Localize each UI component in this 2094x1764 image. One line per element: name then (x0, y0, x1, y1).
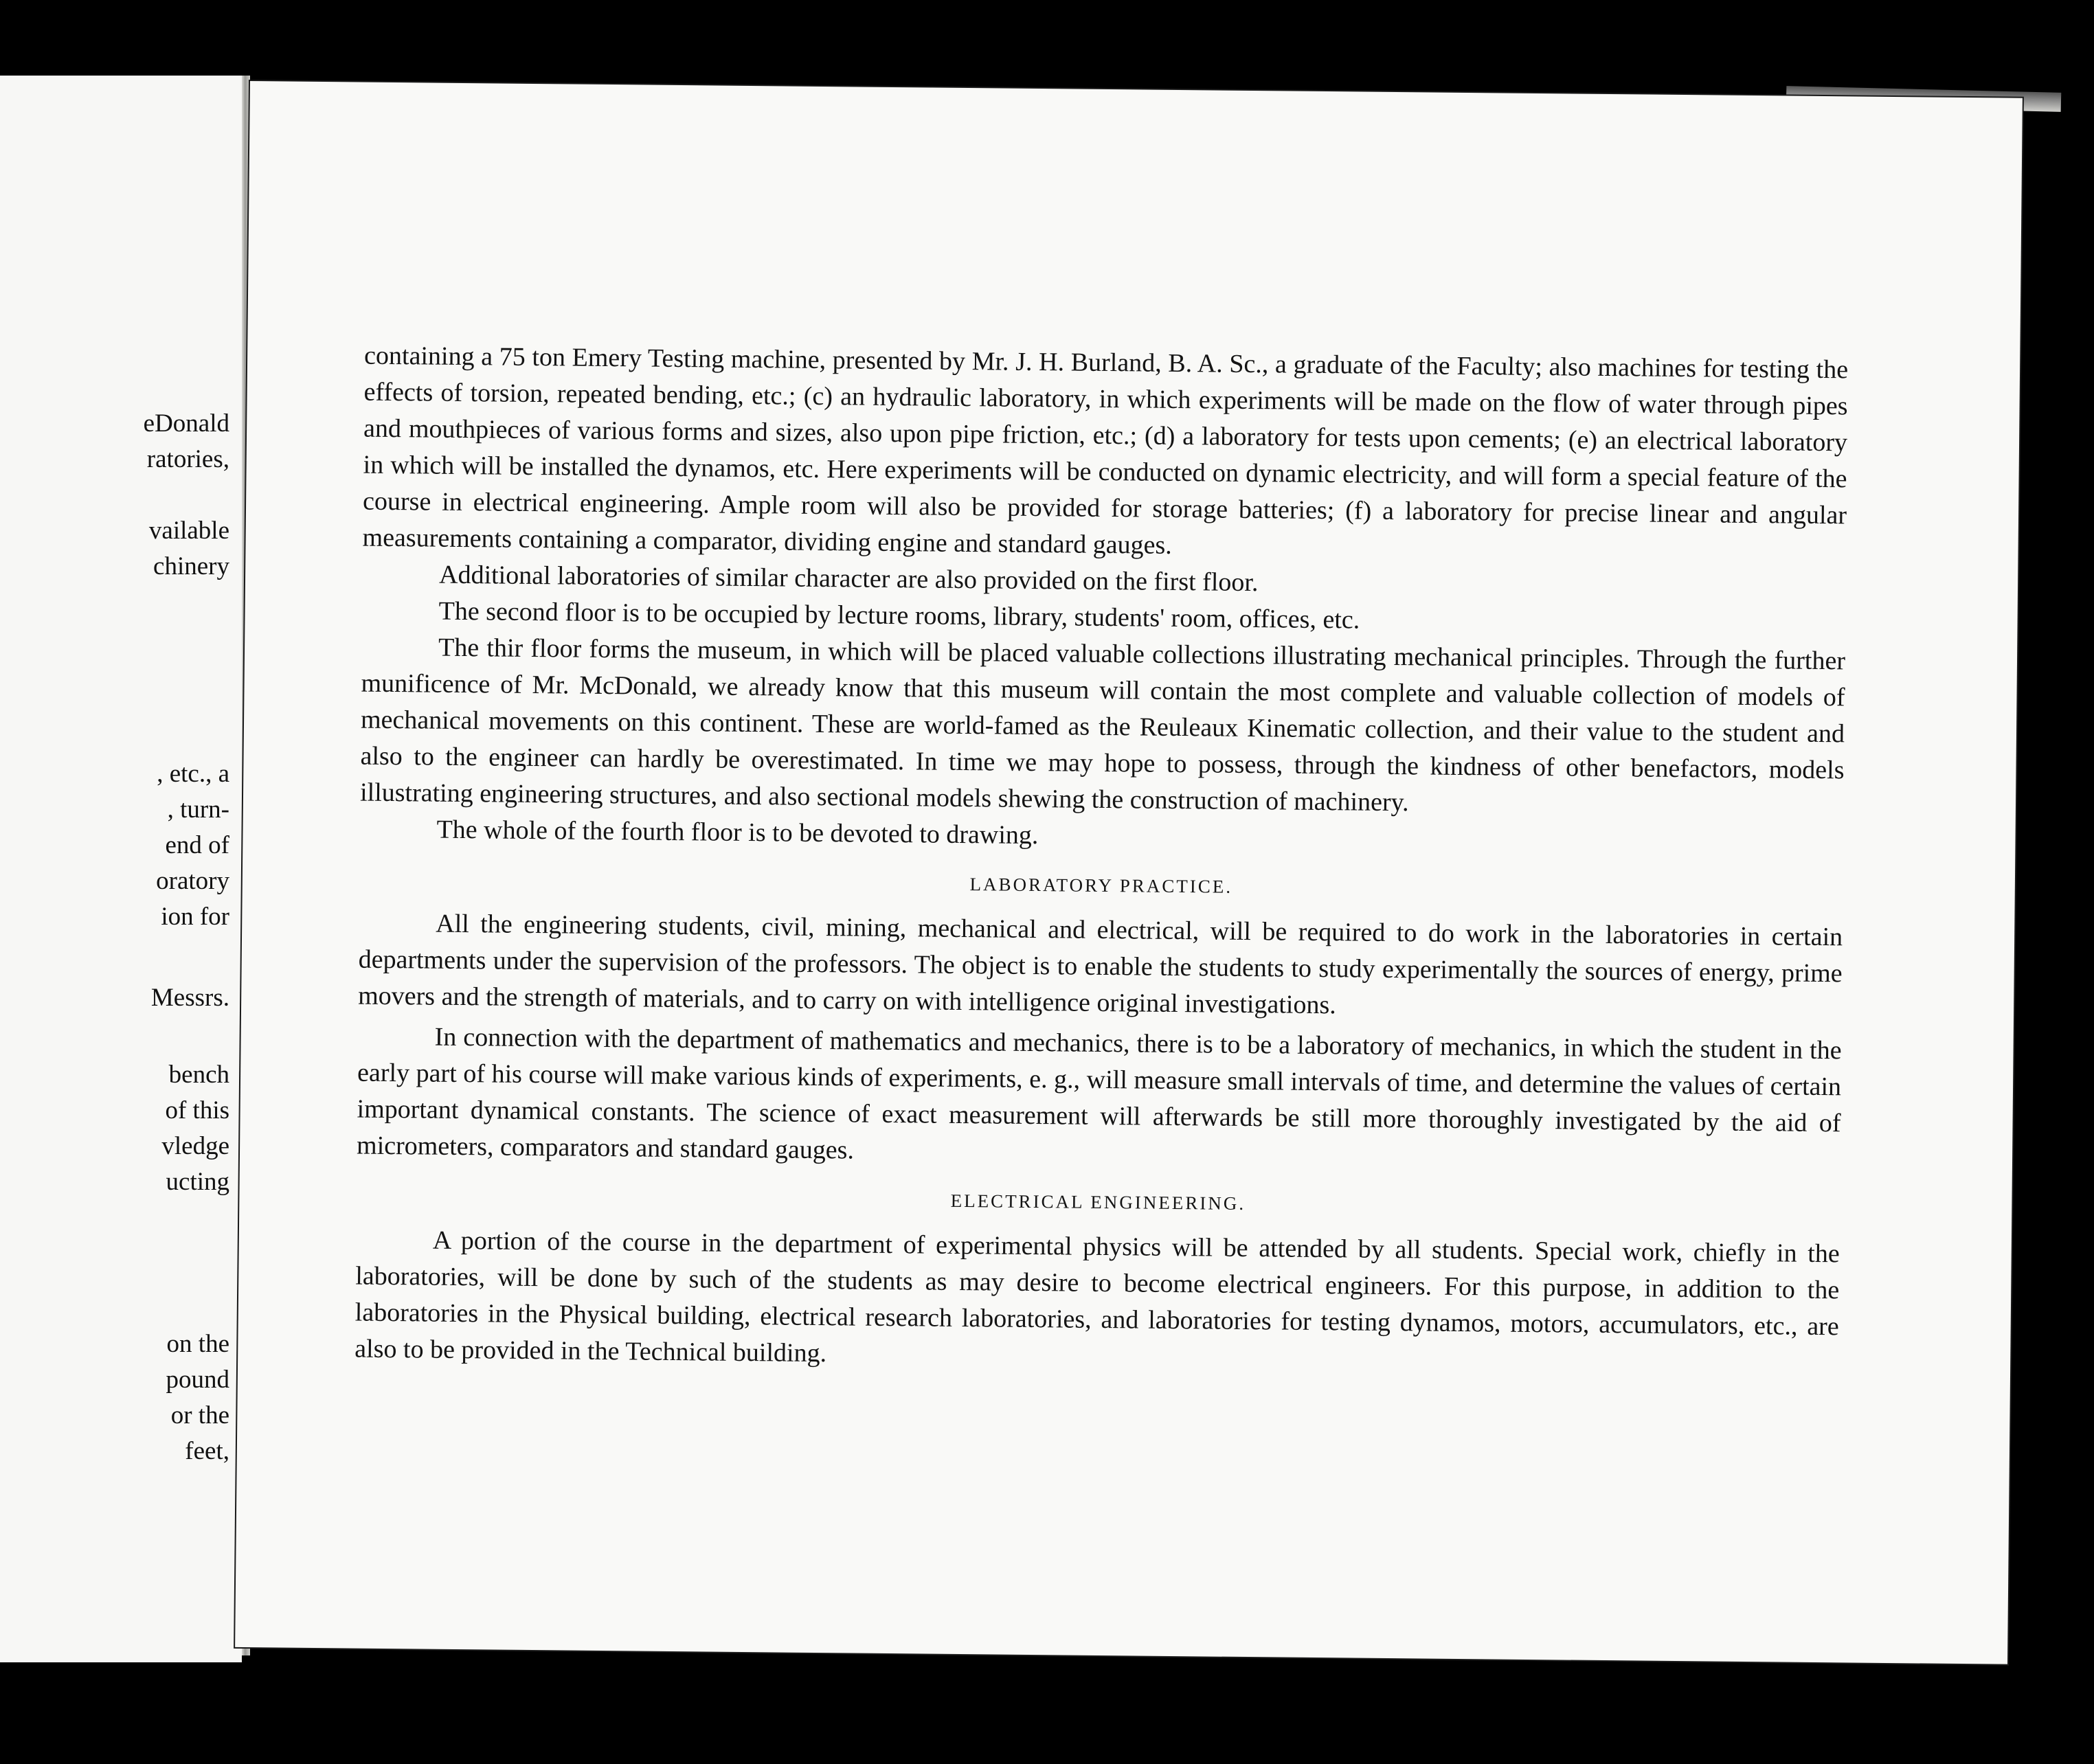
body-paragraph: All the engineering students, civil, mining, mechanical and electrical, will be required to do work in the laboratories in certain departments under the supervision of the professors. The object is to enable the students to study experimentally the sources of energy, prime movers and the strength of materials, and to carry on with intelligence original investigations. (358, 909, 1843, 1020)
left-fragment-line: ion for (161, 903, 229, 931)
body-paragraph: containing a 75 ton Emery Testing machine, presented by Mr. J. H. Burland, B. A. Sc., a graduate of the Faculty; also machines for testing the effects of torsion, repeated bending, etc.; (c) an hydraulic laboratory, in which experiments will be made on the flow of water through pipes and mouthpieces of various forms and sizes, also upon pipe friction, etc.; (d) a laboratory for tests upon cements; (e) an electrical laboratory in which will be installed the dynamos, etc. Here experiments will be conducted on dynamic electricity, and will form a special feature of the course in electrical engineering. Ample room will also be provided for storage batteries; (f) a laboratory for precise linear and angular measurements containing a comparator, dividing engine and standard gauges. (362, 341, 1849, 560)
scan-speck (2060, 1415, 2094, 1418)
body-paragraph: A portion of the course in the department of experimental physics will be attended by all students. Special work, chiefly in the laboratories, will be done by such of the students as may desire to become electrical engineers. For this purpose, in addition to the laboratories in the Physical building, electrical research laboratories, and laboratories for testing dynamos, motors, accumulators, etc., are also to be provided in the Technical building. (354, 1225, 1840, 1368)
body-paragraph: In connection with the department of mathematics and mechanics, there is to be a laboratory of mechanics, in which the student in the early part of his course will make various kinds of experiments, e. g., will measure small intervals of time, and determine the values of certain important dynamical constants. The science of exact measurement will afterwards be still more thoroughly investigated by the aid of micrometers, comparators and standard gauges. (356, 1022, 1842, 1165)
left-fragment-line: bench (168, 1061, 229, 1089)
left-fragment-line: vailable (148, 517, 229, 545)
left-fragment-line: vledge (161, 1132, 229, 1160)
left-fragment-line: of this (165, 1096, 229, 1124)
left-page-fragment (0, 76, 242, 1662)
left-fragment-line: ratories, (146, 445, 229, 473)
body-paragraph: The second floor is to be occupied by lecture rooms, library, students' room, offices, etc. (438, 596, 1360, 635)
left-fragment-line: pound (166, 1366, 229, 1394)
left-fragment-line: ucting (166, 1168, 229, 1196)
left-fragment-line: , turn- (167, 795, 229, 824)
left-fragment-line: Messrs. (150, 984, 229, 1012)
section-heading-laboratory-practice: LABORATORY PRACTICE. (969, 874, 1233, 897)
body-paragraph: The whole of the fourth floor is to be devoted to drawing. (436, 815, 1039, 850)
section-heading-electrical-engineering: ELECTRICAL ENGINEERING. (950, 1190, 1246, 1214)
left-fragment-line: eDonald (143, 409, 229, 438)
left-fragment-line: on the (166, 1330, 229, 1358)
page-body-text (354, 338, 1848, 1382)
scan-speck (2060, 1099, 2071, 1113)
left-fragment-line: feet, (185, 1437, 229, 1465)
left-fragment-line: end of (165, 831, 229, 859)
left-fragment-line: , etc., a (157, 760, 229, 788)
body-paragraph: Additional laboratories of similar character are also provided on the first floor. (438, 560, 1259, 598)
body-paragraph: The thir floor forms the museum, in which will be placed valuable collections illustrating mechanical principles. Through the further munificence of Mr. McDonald, we already know that this museum will contain the most complete and valuable collection of models of mechanical movements on this continent. These are world-famed as the Reuleaux Kinematic collection, and their value to the student and also to the engineer can hardly be overestimated. In time we may hope to possess, through the kindness of other benefactors, models illustrating engineering structures, and also sectional models shewing the construction of machinery. (359, 633, 1846, 817)
main-page (235, 81, 2023, 1664)
left-fragment-line: or the (170, 1401, 229, 1429)
left-fragment-line: oratory (156, 867, 229, 895)
left-fragment-line: chinery (153, 552, 229, 580)
